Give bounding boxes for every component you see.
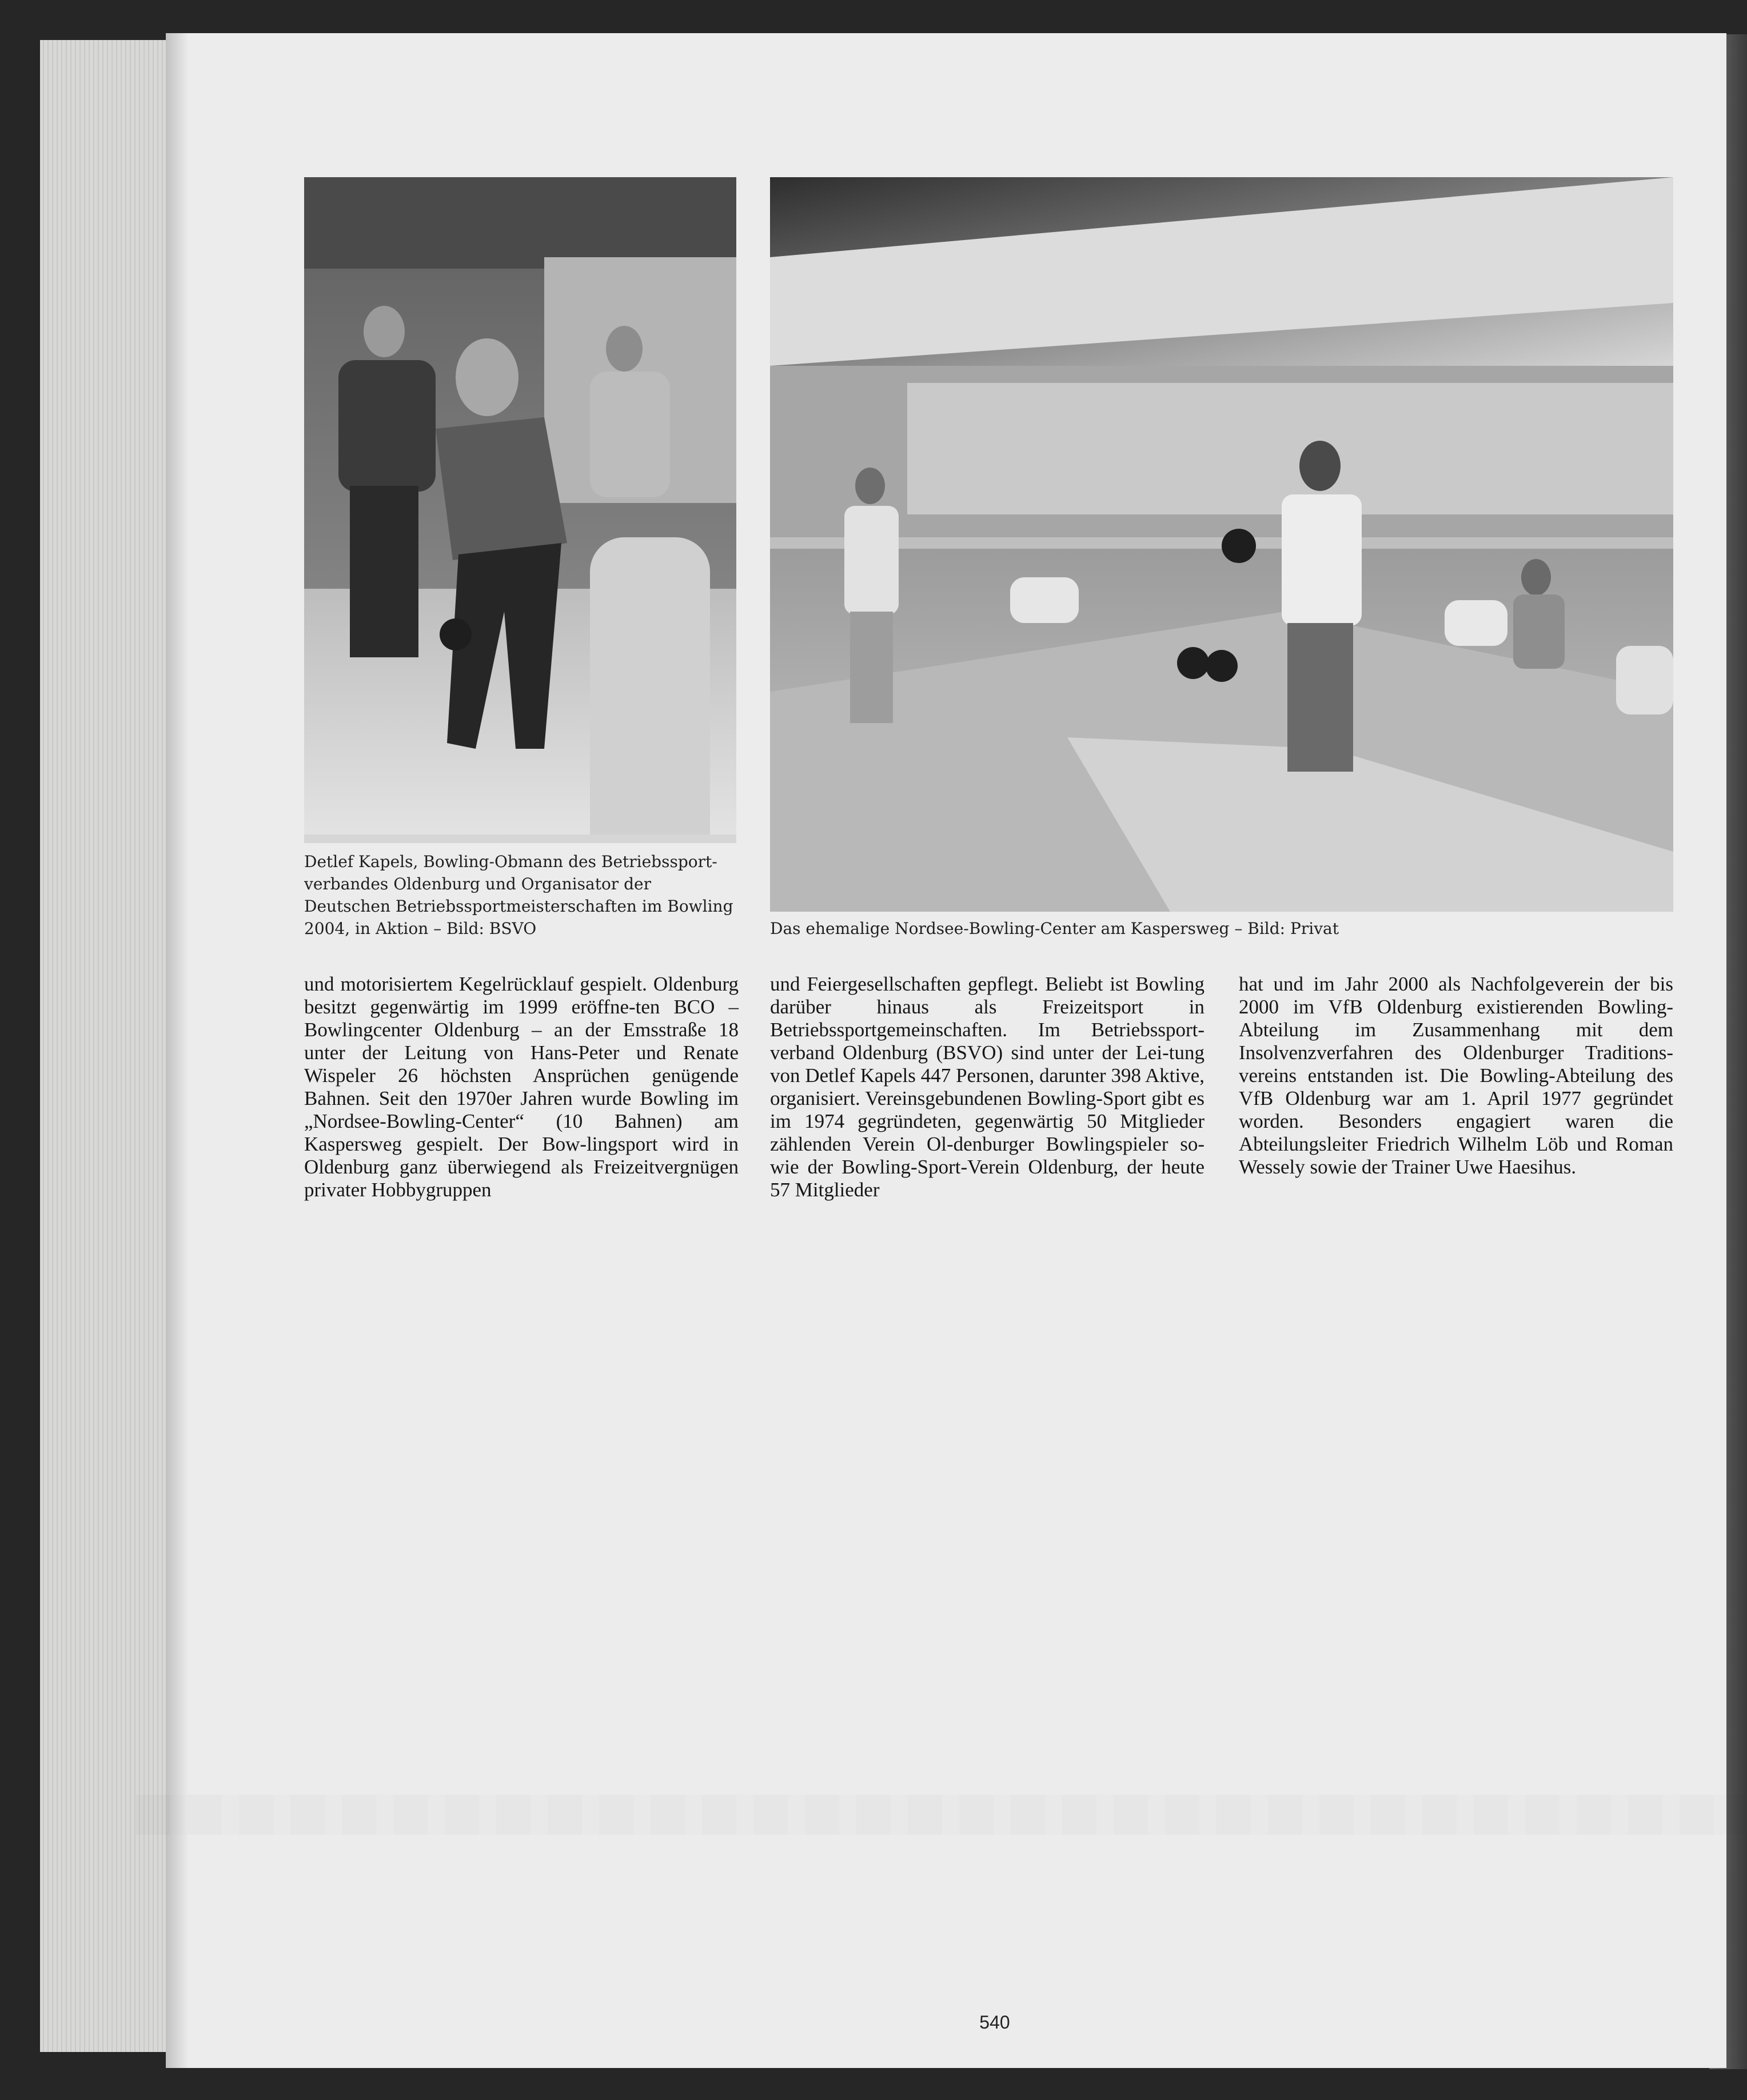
caption-left-photo: Detlef Kapels, Bowling-Obmann des Betriebssport- verbandes Oldenburg und Organisator der Deutschen Betriebssportmeisterschaften im Bowling 2004, in Aktion – Bild: BSVO <box>304 852 733 938</box>
photo-bowler-in-action <box>304 177 736 843</box>
page-number: 540 <box>979 2012 1010 2033</box>
body-column-3: hat und im Jahr 2000 als Nachfolgeverein der bis 2000 im VfB Oldenburg existierenden Bowling-Abteilung im Zusammenhang mit dem Insolvenzverfahren des Oldenburger Traditions-vereins entstanden ist. Die Bowling-Abteilung des VfB Oldenburg war am 1. April 1977 gegründet worden. Besonders engagiert waren die Abteilungsleiter Friedrich Wilhelm Löb und Roman Wessely sowie der Trainer Uwe Haesihus. <box>1239 973 1673 1178</box>
body-column-1: und motorisiertem Kegelrücklauf gespielt. Oldenburg besitzt gegenwärtig im 1999 eröffne-ten BCO – Bowlingcenter Oldenburg – an der Emsstraße 18 unter der Leitung von Hans-Peter und Renate Wispeler 26 höchsten Ansprüchen genügende Bahnen. Seit den 1970er Jahren wurde Bowling im „Nordsee-Bowling-Center“ (10 Bahnen) am Kaspersweg gespielt. Der Bow-lingsport wird in Oldenburg ganz überwiegend als Freizeitvergnügen privater Hobbygruppen <box>304 973 739 1201</box>
photo-bowling-center-image <box>770 177 1673 912</box>
photo-bowler-image <box>304 177 736 843</box>
caption-right-photo: Das ehemalige Nordsee-Bowling-Center am Kaspersweg – Bild: Privat <box>770 919 1339 938</box>
photo-nordsee-bowling-center <box>770 177 1673 912</box>
book-page-edges <box>40 40 171 2052</box>
gutter-shadow <box>166 33 189 2068</box>
bleed-through-text <box>136 1795 1747 1835</box>
body-column-2: und Feiergesellschaften gepflegt. Beliebt ist Bowling darüber hinaus als Freizeitsport in Betriebssportgemeinschaften. Im Betriebssport-verband Oldenburg (BSVO) sind unter der Lei-tung von Detlef Kapels 447 Personen, darunter 398 Aktive, organisiert. Vereinsgebundenen Bowling-Sport gibt es im 1974 gegründeten, gegenwärtig 50 Mitglieder zählenden Verein Ol-denburger Bowlingspieler so-wie der Bowling-Sport-Verein Oldenburg, der heute 57 Mitglieder <box>770 973 1204 1201</box>
